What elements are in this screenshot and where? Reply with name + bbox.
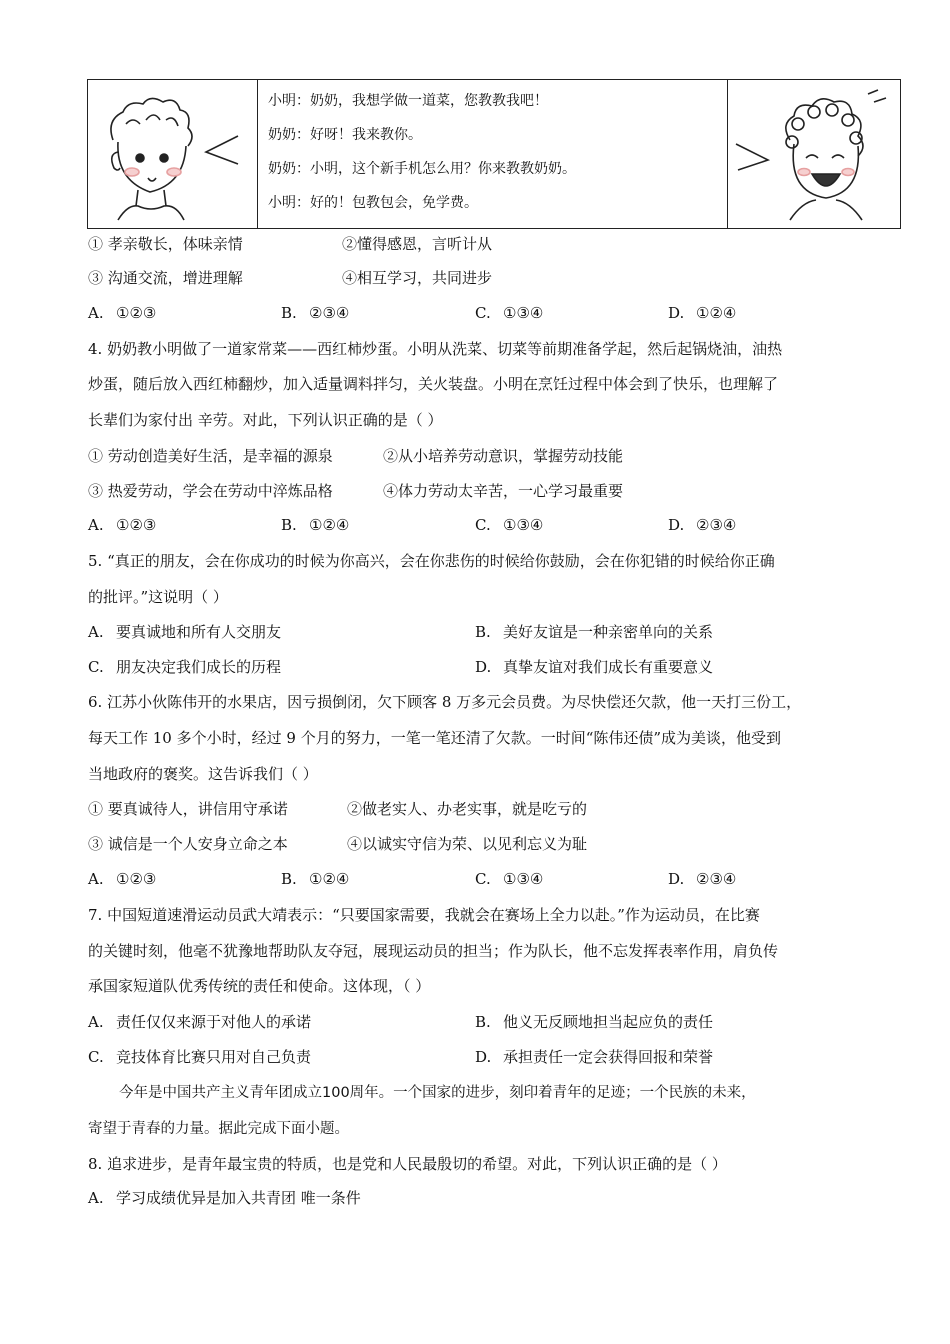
option-text: ①②③ (116, 516, 157, 534)
q7-option-b[interactable] (475, 1012, 713, 1032)
dialogue-table (87, 79, 901, 229)
q6-stem-line: 每天工作 10 多个小时，经过 9 个月的努力，一笔一笔还清了欠款。一时间“陈伟还债”成为美谈，他受到 (88, 729, 782, 747)
option-text: ①②④ (309, 516, 350, 534)
q5-stem-line: 的批评。”这说明（ ） (88, 588, 228, 606)
q6-stem-line: 当地政府的褒奖。这告诉我们（ ） (88, 765, 318, 783)
option-mark: A. (88, 870, 104, 888)
q3-option-b[interactable] (281, 303, 349, 323)
grandma-cartoon-icon (728, 80, 900, 228)
dialogue-line: 奶奶：好呀！我来教你。 (268, 127, 422, 143)
option-text: 真挚友谊对我们成长有重要意义 (503, 658, 714, 676)
option-text: ①③④ (503, 516, 544, 534)
option-text: 要真诚地和所有人交朋友 (116, 623, 282, 641)
option-text: 他义无反顾地担当起应负的责任 (503, 1013, 714, 1031)
q4-option-a[interactable] (88, 515, 156, 535)
q7-option-d[interactable] (475, 1047, 713, 1067)
q4-item: ③ 热爱劳动，学会在劳动中淬炼品格 (88, 482, 333, 500)
q6-item: ③ 诚信是一个人安身立命之本 (88, 835, 288, 853)
option-mark: D. (668, 516, 685, 534)
option-mark: B. (281, 516, 297, 534)
q4-stem-line: 长辈们为家付出 辛劳。对此，下列认识正确的是（ ） (88, 411, 443, 429)
q6-option-b[interactable] (281, 869, 349, 889)
q6-option-d[interactable] (668, 869, 736, 889)
q4-option-d[interactable] (668, 515, 736, 535)
dialogue-line: 奶奶：小明，这个新手机怎么用？你来教教奶奶。 (268, 161, 576, 177)
option-mark: A. (88, 1189, 104, 1207)
q5-option-b[interactable] (475, 622, 713, 642)
option-mark: B. (475, 1013, 491, 1031)
q6-option-a[interactable] (88, 869, 156, 889)
option-text: 美好友谊是一种亲密单向的关系 (503, 623, 714, 641)
q6-item: ① 要真诚待人，讲信用守承诺 (88, 800, 288, 818)
option-text: 竞技体育比赛只用对自己负责 (116, 1048, 312, 1066)
q4-option-b[interactable] (281, 515, 349, 535)
option-mark: A. (88, 304, 104, 322)
option-mark: B. (281, 870, 297, 888)
option-text: ②③④ (696, 870, 737, 888)
option-mark: D. (668, 870, 685, 888)
option-mark: A. (88, 623, 104, 641)
option-mark: B. (281, 304, 297, 322)
q5-option-a[interactable] (88, 622, 281, 642)
q4-item: ④体力劳动太辛苦，一心学习最重要 (383, 482, 624, 500)
q6-stem-line: 6. 江苏小伙陈伟开的水果店，因亏损倒闭，欠下顾客 8 万多元会员费。为尽快偿还欠款，他一天打三份工， (88, 693, 802, 711)
grandma-illustration-cell (727, 80, 900, 228)
option-mark: A. (88, 1013, 104, 1031)
option-mark: C. (475, 516, 491, 534)
q8-option-a[interactable] (88, 1188, 361, 1208)
dialogue-line: 小明：好的！包教包会，免学费。 (268, 195, 478, 211)
dialogue-line: 小明：奶奶，我想学做一道菜，您教教我吧！ (268, 93, 548, 109)
option-text: 承担责任一定会获得回报和荣誉 (503, 1048, 714, 1066)
option-text: ②③④ (309, 304, 350, 322)
q6-option-c[interactable] (475, 869, 543, 889)
option-mark: C. (475, 304, 491, 322)
q3-item: ②懂得感恩，言听计从 (342, 235, 493, 253)
option-mark: D. (475, 1048, 492, 1066)
q3-option-c[interactable] (475, 303, 543, 323)
q4-item: ②从小培养劳动意识，掌握劳动技能 (383, 447, 624, 465)
q3-option-a[interactable] (88, 303, 156, 323)
option-mark: C. (88, 1048, 104, 1066)
q6-item: ④以诚实守信为荣、以见利忘义为耻 (347, 835, 588, 853)
option-text: ①②④ (696, 304, 737, 322)
q3-item: ① 孝亲敬长，体味亲情 (88, 235, 243, 253)
option-mark: C. (475, 870, 491, 888)
option-text: 朋友决定我们成长的历程 (116, 658, 282, 676)
option-mark: A. (88, 516, 104, 534)
option-mark: D. (475, 658, 492, 676)
q7-stem-line: 的关键时刻，他毫不犹豫地帮助队友夺冠，展现运动员的担当；作为队长，他不忘发挥表率作用，肩负传 (88, 942, 779, 960)
q4-stem-line: 4. 奶奶教小明做了一道家常菜——西红柿炒蛋。小明从洗菜、切菜等前期准备学起，然后起锅烧油，油热 (88, 340, 783, 358)
option-text: ①②③ (116, 304, 157, 322)
boy-cartoon-icon (88, 80, 257, 228)
q7-stem-line: 7. 中国短道速滑运动员武大靖表示：“只要国家需要，我就会在赛场上全力以赴。”作为运动员，在比赛 (88, 906, 760, 924)
option-text: ②③④ (696, 516, 737, 534)
q5-option-d[interactable] (475, 657, 713, 677)
option-text: ①③④ (503, 870, 544, 888)
intro-line: 寄望于青春的力量。据此完成下面小题。 (88, 1121, 349, 1137)
q7-option-a[interactable] (88, 1012, 311, 1032)
option-text: ①②④ (309, 870, 350, 888)
q3-option-d[interactable] (668, 303, 736, 323)
boy-illustration-cell (88, 80, 258, 228)
option-text: ①②③ (116, 870, 157, 888)
intro-line: 今年是中国共产主义青年团成立100周年。一个国家的进步，刻印着青年的足迹；一个民族的未来， (119, 1085, 756, 1101)
q4-option-c[interactable] (475, 515, 543, 535)
option-text: ①③④ (503, 304, 544, 322)
q7-stem-line: 承国家短道队优秀传统的责任和使命。这体现，（ ） (88, 977, 431, 995)
q5-option-c[interactable] (88, 657, 281, 677)
q5-stem-line: 5. “真正的朋友，会在你成功的时候为你高兴，会在你悲伤的时候给你鼓励，会在你犯错的时候给你正确 (88, 552, 775, 570)
option-mark: C. (88, 658, 104, 676)
option-text: 责任仅仅来源于对他人的承诺 (116, 1013, 312, 1031)
q8-stem: 8. 追求进步，是青年最宝贵的特质，也是党和人民最殷切的希望。对此，下列认识正确的是（ ） (88, 1155, 727, 1173)
q4-item: ① 劳动创造美好生活，是幸福的源泉 (88, 447, 333, 465)
q7-option-c[interactable] (88, 1047, 311, 1067)
q6-item: ②做老实人、办老实事，就是吃亏的 (347, 800, 588, 818)
q3-item: ③ 沟通交流，增进理解 (88, 269, 243, 287)
option-mark: D. (668, 304, 685, 322)
option-mark: B. (475, 623, 491, 641)
option-text: 学习成绩优异是加入共青团 唯一条件 (116, 1189, 361, 1207)
q3-item: ④相互学习，共同进步 (342, 269, 493, 287)
q4-stem-line: 炒蛋，随后放入西红柿翻炒，加入适量调料拌匀，关火装盘。小明在烹饪过程中体会到了快乐，也理解了 (88, 375, 779, 393)
